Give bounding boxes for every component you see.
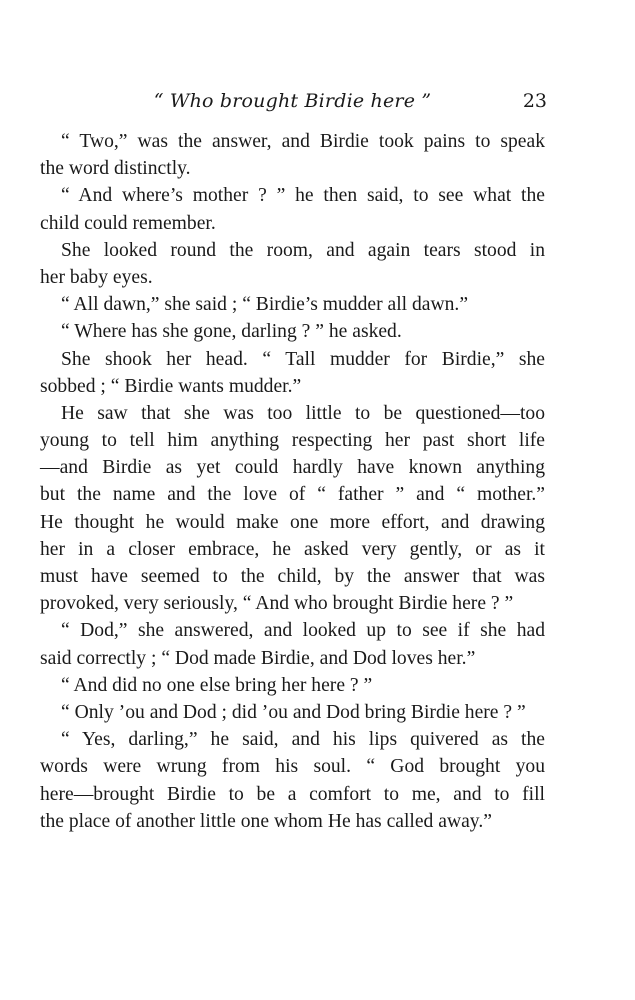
text-line: here—brought Birdie to be a comfort to me, and to fill xyxy=(40,783,545,805)
text-line: said correctly ; “ Dod made Birdie, and Dod loves her.” xyxy=(40,647,476,669)
page-number: 23 xyxy=(522,90,547,112)
text-line: but the name and the love of “ father ” and “ mother.” xyxy=(40,484,545,506)
text-line: provoked, very seriously, “ And who brought Birdie here ? ” xyxy=(40,593,514,615)
text-line: must have seemed to the child, by the answer that was xyxy=(40,566,545,587)
paragraph xyxy=(40,291,545,318)
text-line: “ Two,” was the answer, and Birdie took pains to speak xyxy=(61,131,545,152)
text-line: —and Birdie as yet could hardly have known anything xyxy=(40,457,545,479)
paragraph xyxy=(40,128,545,182)
text-line: “ Dod,” she answered, and looked up to see if she had xyxy=(61,620,545,642)
paragraph xyxy=(40,400,545,618)
paragraph xyxy=(40,672,545,699)
paragraph xyxy=(40,318,545,345)
text-line: “ Yes, darling,” he said, and his lips quivered as the xyxy=(61,729,545,751)
text-line: the word distinctly. xyxy=(40,158,191,180)
text-line: child could remember. xyxy=(40,212,216,234)
text-line: the place of another little one whom He has called away.” xyxy=(40,810,492,832)
text-line: She looked round the room, and again tears stood in xyxy=(61,239,545,261)
text-line: “ Only ’ou and Dod ; did ’ou and Dod bring Birdie here ? ” xyxy=(61,701,526,723)
text-line: He saw that she was too little to be questioned—too xyxy=(61,402,545,424)
text-line: “ Where has she gone, darling ? ” he asked. xyxy=(61,321,402,343)
text-line: “ And where’s mother ? ” he then said, to see what the xyxy=(61,185,545,207)
paragraph xyxy=(40,617,545,671)
text-line: “ And did no one else bring her here ? ” xyxy=(61,674,373,696)
text-line: He thought he would make one more effort, and drawing xyxy=(40,511,545,533)
paragraph xyxy=(40,726,545,835)
text-line: young to tell him anything respecting her past short life xyxy=(40,430,545,452)
text-line: words were wrung from his soul. “ God brought you xyxy=(40,756,545,778)
paragraph xyxy=(40,346,545,400)
text-line: She shook her head. “ Tall mudder for Birdie,” she xyxy=(61,348,545,370)
paragraph xyxy=(40,237,545,291)
text-line: “ All dawn,” she said ; “ Birdie’s mudder all dawn.” xyxy=(61,294,469,316)
text-line: her baby eyes. xyxy=(40,266,153,288)
running-head-title: “ Who brought Birdie here ” xyxy=(153,90,432,112)
text-line: sobbed ; “ Birdie wants mudder.” xyxy=(40,375,302,397)
body-text xyxy=(40,128,545,835)
paragraph xyxy=(40,182,545,236)
paragraph xyxy=(40,699,545,726)
running-head xyxy=(40,86,545,116)
text-line: her in a closer embrace, he asked very gently, or as it xyxy=(40,538,545,560)
